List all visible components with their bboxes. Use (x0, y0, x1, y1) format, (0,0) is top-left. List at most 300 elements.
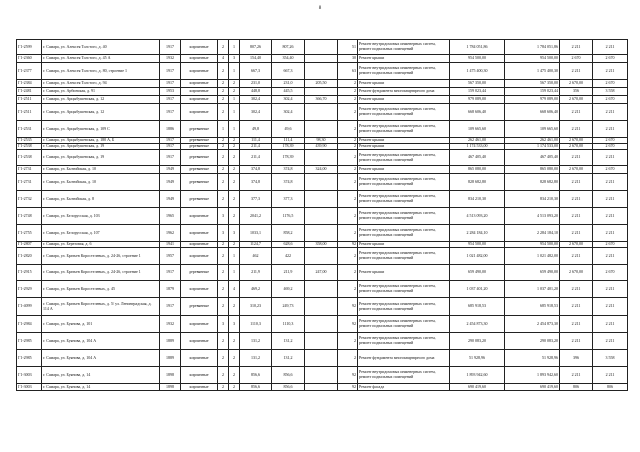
address-cell: г. Самара, ул. Березовая, д. 6 (42, 242, 160, 248)
max-cost-cell: 2 211 (593, 150, 628, 166)
area-living-cell: 469,2 (272, 281, 305, 298)
cost-total-cell: 834 210,30 (450, 191, 505, 208)
floors-cell: 2 (218, 265, 229, 281)
material-cell: деревянные (181, 174, 218, 191)
id-cell: Г1-2915 (17, 265, 42, 281)
work-cell: Ремонт крыши (358, 166, 450, 174)
entrances-cell: 2 (229, 150, 240, 166)
material-cell: деревянные (181, 191, 218, 208)
unit-cost-cell: 2 211 (560, 281, 593, 298)
entrances-cell: 2 (229, 191, 240, 208)
residents-cell: 2 (338, 150, 358, 166)
max-cost-cell: 2 670 (593, 55, 628, 63)
residents-cell: 51 (338, 40, 358, 55)
area-nonres-cell: 247,00 (305, 265, 338, 281)
residents-cell: 2 (338, 225, 358, 242)
material-cell: кирпичные (181, 316, 218, 333)
max-cost-cell: 2 670 (593, 144, 628, 150)
entrances-cell: 2 (229, 350, 240, 367)
entrances-cell: 2 (229, 174, 240, 191)
year-cell: 1953 (160, 88, 181, 96)
area-nonres-cell (305, 150, 338, 166)
unit-cost-cell: 2 670,00 (560, 96, 593, 104)
area-living-cell: 178,39 (272, 144, 305, 150)
table-row (17, 208, 628, 225)
floors-cell: 2 (218, 333, 229, 350)
id-cell: Г1-2535 (17, 138, 42, 144)
floors-cell: 2 (218, 298, 229, 316)
id-cell: Г1-4099 (17, 298, 42, 316)
cost-fund-cell: 4 513 093,20 (505, 208, 560, 225)
cost-total-cell: 1 037 401,20 (450, 281, 505, 298)
floors-cell: 1 (218, 121, 229, 138)
table-row (17, 316, 628, 333)
cost-total-cell: 2 454 873,30 (450, 316, 505, 333)
residents-cell: 92 (338, 242, 358, 248)
residents-cell: 63 (338, 63, 358, 80)
cost-total-cell: 690 419,60 (450, 384, 505, 391)
area-living-cell: 211,9 (272, 265, 305, 281)
material-cell: кирпичные (181, 88, 218, 96)
entrances-cell: 2 (229, 80, 240, 88)
address-cell: г. Самара, ул. Буянова, д. 104 А (42, 333, 160, 350)
material-cell: кирпичные (181, 333, 218, 350)
address-cell: г. Самара, ул. Белорусская, д. 107 (42, 225, 160, 242)
work-cell: Ремонт внутридомовых инженерных систем, ремонт подвальных помещений (358, 248, 450, 265)
entrances-cell: 2 (229, 298, 240, 316)
max-cost-cell: 2 211 (593, 104, 628, 121)
max-cost-cell: 2 670 (593, 80, 628, 88)
work-cell: Ремонт внутридомовых инженерных систем, ремонт подвальных помещений (358, 367, 450, 384)
area-total-cell: 807,26 (240, 40, 272, 55)
floors-cell: 2 (218, 80, 229, 88)
work-cell: Ремонт фундамента многоквартирного дома (358, 88, 450, 96)
unit-cost-cell: 2 670,00 (560, 80, 593, 88)
max-cost-cell: 2 211 (593, 40, 628, 55)
id-cell: Г1-2985 (17, 333, 42, 350)
work-cell: Ремонт крыши (358, 55, 450, 63)
cost-total-cell: 51 928,96 (450, 350, 505, 367)
id-cell: Г1-3003 (17, 367, 42, 384)
id-cell: Г1-2511 (17, 96, 42, 104)
entrances-cell: 2 (229, 208, 240, 225)
id-cell: Г1-2820 (17, 248, 42, 265)
year-cell: 1898 (160, 367, 181, 384)
id-cell: Г1-2929 (17, 281, 42, 298)
material-cell: деревянные (181, 121, 218, 138)
cost-total-cell: 109 665,60 (450, 121, 505, 138)
area-living-cell: 131,2 (272, 350, 305, 367)
floors-cell: 3 (218, 316, 229, 333)
unit-cost-cell: 2 211 (560, 63, 593, 80)
floors-cell: 3 (218, 208, 229, 225)
table-row (17, 350, 628, 367)
address-cell: г. Самара, ул. Буянова, д. 104 А (42, 350, 160, 367)
material-cell: деревянные (181, 265, 218, 281)
area-nonres-cell (305, 316, 338, 333)
id-cell: Г1-2538 (17, 150, 42, 166)
unit-cost-cell: 2 211 (560, 367, 593, 384)
floors-cell: 2 (218, 144, 229, 150)
page-number: 8 (318, 6, 322, 11)
area-nonres-cell (305, 104, 338, 121)
unit-cost-cell: 2 670,00 (560, 144, 593, 150)
area-total-cell: 667,3 (240, 63, 272, 80)
cost-total-cell: 4 513 093,20 (450, 208, 505, 225)
year-cell: 1898 (160, 384, 181, 391)
material-cell: кирпичные (181, 208, 218, 225)
area-living-cell: 302,4 (272, 96, 305, 104)
unit-cost-cell: 2 211 (560, 248, 593, 265)
work-cell: Ремонт крыши (358, 138, 450, 144)
unit-cost-cell: 2 211 (560, 208, 593, 225)
unit-cost-cell: 2 211 (560, 316, 593, 333)
cost-total-cell: 262 461,00 (450, 138, 505, 144)
unit-cost-cell: 2 211 (560, 174, 593, 191)
area-living-cell: 856,6 (272, 367, 305, 384)
cost-total-cell: 979 089,00 (450, 96, 505, 104)
entrances-cell: 3 (229, 225, 240, 242)
table-row (17, 225, 628, 242)
id-cell: Г1-2732 (17, 191, 42, 208)
area-living-cell: 302,4 (272, 104, 305, 121)
year-cell: 1917 (160, 40, 181, 55)
area-total-cell: 131,2 (240, 333, 272, 350)
area-nonres-cell (305, 333, 338, 350)
max-cost-cell: 806 (593, 384, 628, 391)
entrances-cell: 1 (229, 104, 240, 121)
entrances-cell: 2 (229, 242, 240, 248)
unit-cost-cell: 396 (560, 350, 593, 367)
floors-cell: 2 (218, 281, 229, 298)
id-cell: Г1-3003 (17, 384, 42, 391)
floors-cell: 2 (218, 174, 229, 191)
entrances-cell: 1 (229, 265, 240, 281)
floors-cell: 2 (218, 138, 229, 144)
year-cell: 1917 (160, 96, 181, 104)
id-cell: Г1-2748 (17, 208, 42, 225)
cost-fund-cell: 1 475 400,30 (505, 63, 560, 80)
unit-cost-cell: 2 211 (560, 333, 593, 350)
address-cell: г. Самара, ул. Братьев Коростелевых, д. 24-26, строение 1 (42, 248, 160, 265)
area-nonres-cell (305, 367, 338, 384)
year-cell: 1917 (160, 104, 181, 121)
year-cell: 1949 (160, 174, 181, 191)
address-cell: г. Самара, ул. Арцыбушевская, д. 19 (42, 150, 160, 166)
repair-table (16, 39, 628, 391)
unit-cost-cell: 356 (560, 88, 593, 96)
area-nonres-cell (305, 384, 338, 391)
work-cell: Ремонт внутридомовых инженерных систем, ремонт подвальных помещений (358, 104, 450, 121)
entrances-cell: 2 (229, 144, 240, 150)
material-cell: деревянные (181, 138, 218, 144)
cost-total-cell: 954 500,00 (450, 55, 505, 63)
unit-cost-cell: 2 211 (560, 298, 593, 316)
area-nonres-cell: 366,70 (305, 96, 338, 104)
residents-cell: 2 (338, 80, 358, 88)
material-cell: кирпичные (181, 350, 218, 367)
year-cell: 1949 (160, 166, 181, 174)
floors-cell: 2 (218, 104, 229, 121)
work-cell: Ремонт внутридомовых инженерных систем, ремонт подвальных помещений (358, 174, 450, 191)
table-row (17, 88, 628, 96)
max-cost-cell: 2 211 (593, 248, 628, 265)
floors-cell: 2 (218, 242, 229, 248)
work-cell: Ремонт внутридомовых инженерных систем, ремонт подвальных помещений (358, 63, 450, 80)
area-living-cell: 1110,3 (272, 316, 305, 333)
material-cell: деревянные (181, 150, 218, 166)
entrances-cell: 2 (229, 88, 240, 96)
table-row (17, 248, 628, 265)
table-row (17, 104, 628, 121)
cost-total-cell: 659 490,00 (450, 265, 505, 281)
unit-cost-cell: 2 211 (560, 40, 593, 55)
unit-cost-cell: 2 211 (560, 121, 593, 138)
cost-fund-cell: 51 928,96 (505, 350, 560, 367)
residents-cell: 2 (338, 333, 358, 350)
work-cell: Ремонт фасада (358, 384, 450, 391)
address-cell: г. Самара, ул. Балтийская, д. 10 (42, 166, 160, 174)
cost-total-cell: 685 918,53 (450, 298, 505, 316)
area-total-cell: 211,4 (240, 144, 272, 150)
area-total-cell: 111,4 (240, 138, 272, 144)
table-row (17, 265, 628, 281)
area-total-cell: 302,4 (240, 96, 272, 104)
cost-total-cell: 828 682,80 (450, 174, 505, 191)
cost-total-cell: 1 174 533,00 (450, 144, 505, 150)
year-cell: 1889 (160, 333, 181, 350)
unit-cost-cell: 2 670,00 (560, 138, 593, 144)
table-row (17, 333, 628, 350)
year-cell: 1949 (160, 191, 181, 208)
unit-cost-cell: 2 670,00 (560, 242, 593, 248)
id-cell: Г1-2984 (17, 316, 42, 333)
entrances-cell: 2 (229, 367, 240, 384)
table-row (17, 40, 628, 55)
cost-fund-cell: 1 784 051,86 (505, 40, 560, 55)
work-cell: Ремонт внутридомовых инженерных систем, ремонт подвальных помещений (358, 316, 450, 333)
year-cell: 1917 (160, 144, 181, 150)
cost-fund-cell: 954 500,00 (505, 242, 560, 248)
id-cell: Г1-2538 (17, 144, 42, 150)
work-cell: Ремонт внутридомовых инженерных систем, ремонт подвальных помещений (358, 333, 450, 350)
table-row (17, 191, 628, 208)
area-nonres-cell (305, 40, 338, 55)
id-cell: Г1-2511 (17, 104, 42, 121)
cost-total-cell: 159 023,44 (450, 88, 505, 96)
area-living-cell: 178,39 (272, 150, 305, 166)
floors-cell: 4 (218, 55, 229, 63)
table-row (17, 298, 628, 316)
max-cost-cell: 2 211 (593, 225, 628, 242)
cost-fund-cell: 685 918,53 (505, 298, 560, 316)
max-cost-cell: 2 211 (593, 298, 628, 316)
address-cell: г. Самара, ул. Арбинская, д. 91 (42, 88, 160, 96)
entrances-cell: 1 (229, 248, 240, 265)
area-total-cell: 211,4 (240, 150, 272, 166)
cost-total-cell: 865 080,00 (450, 166, 505, 174)
area-living-cell: 1176,5 (272, 208, 305, 225)
unit-cost-cell: 2 211 (560, 104, 593, 121)
work-cell: Ремонт внутридомовых инженерных систем, ремонт подвальных помещений (358, 225, 450, 242)
entrances-cell: 3 (229, 55, 240, 63)
cost-total-cell: 567 350,00 (450, 80, 505, 88)
address-cell: г. Самара, ул. Арцыбушевская, д. 109 С (42, 121, 160, 138)
work-cell: Ремонт внутридомовых инженерных систем, ремонт подвальных помещений (358, 40, 450, 55)
table-row (17, 63, 628, 80)
entrances-cell: 2 (229, 384, 240, 391)
address-cell: г. Самара, ул. Арцыбушевская, д. 12 (42, 104, 160, 121)
max-cost-cell: 2 211 (593, 208, 628, 225)
max-cost-cell: 2 670 (593, 265, 628, 281)
area-nonres-cell (305, 225, 338, 242)
unit-cost-cell: 2 211 (560, 191, 593, 208)
area-nonres-cell (305, 191, 338, 208)
area-total-cell: 1124,7 (240, 242, 272, 248)
area-nonres-cell (305, 298, 338, 316)
area-nonres-cell (305, 63, 338, 80)
entrances-cell: 1 (229, 96, 240, 104)
residents-cell: 2 (338, 208, 358, 225)
cost-fund-cell: 2 454 873,30 (505, 316, 560, 333)
table-row (17, 121, 628, 138)
address-cell: г. Самара, ул. Алексея Толстого, д. 94 (42, 80, 160, 88)
material-cell: кирпичные (181, 384, 218, 391)
year-cell: 1886 (160, 121, 181, 138)
max-cost-cell: 3 558 (593, 350, 628, 367)
area-total-cell: 2041,2 (240, 208, 272, 225)
floors-cell: 2 (218, 384, 229, 391)
cost-fund-cell: 290 083,20 (505, 333, 560, 350)
floors-cell: 2 (218, 40, 229, 55)
area-total-cell: 377,3 (240, 191, 272, 208)
id-cell: Г1-2599 (17, 40, 42, 55)
cost-fund-cell: 954 500,00 (505, 55, 560, 63)
area-nonres-cell (305, 281, 338, 298)
area-living-cell: 422 (272, 248, 305, 265)
area-nonres-cell (305, 55, 338, 63)
residents-cell: 2 (338, 121, 358, 138)
area-living-cell: 374,8 (272, 174, 305, 191)
address-cell: г. Самара, ул. Братьев Коростелевых, д. 5/ ул. Ленинградская, д. 114 А (42, 298, 160, 316)
material-cell: кирпичные (181, 281, 218, 298)
cost-total-cell: 1 893 942,60 (450, 367, 505, 384)
cost-fund-cell: 1 174 533,00 (505, 144, 560, 150)
cost-fund-cell: 262 461,00 (505, 138, 560, 144)
max-cost-cell: 2 670 (593, 138, 628, 144)
area-living-cell: 249,73 (272, 298, 305, 316)
max-cost-cell: 2 211 (593, 63, 628, 80)
cost-total-cell: 1 021 482,00 (450, 248, 505, 265)
cost-fund-cell: 159 023,44 (505, 88, 560, 96)
area-nonres-cell (305, 350, 338, 367)
area-living-cell: 858,2 (272, 225, 305, 242)
material-cell: деревянные (181, 144, 218, 150)
cost-fund-cell: 567 350,00 (505, 80, 560, 88)
area-total-cell: 1110,3 (240, 316, 272, 333)
area-total-cell: 856,6 (240, 367, 272, 384)
work-cell: Ремонт внутридомовых инженерных систем, ремонт подвальных помещений (358, 121, 450, 138)
cost-total-cell: 1 475 400,30 (450, 63, 505, 80)
residents-cell: 92 (338, 298, 358, 316)
area-total-cell: 462 (240, 248, 272, 265)
area-living-cell: 111,4 (272, 138, 305, 144)
entrances-cell: 2 (229, 138, 240, 144)
area-total-cell: 448,8 (240, 88, 272, 96)
max-cost-cell: 2 211 (593, 174, 628, 191)
area-living-cell: 231,0 (272, 80, 305, 88)
area-living-cell: 807,26 (272, 40, 305, 55)
cost-fund-cell: 2 284 184,10 (505, 225, 560, 242)
cost-total-cell: 668 606,40 (450, 104, 505, 121)
area-total-cell: 211,9 (240, 265, 272, 281)
address-cell: г. Самара, ул. Братьев Коростелевых, д. 45 (42, 281, 160, 298)
area-living-cell: 49,6 (272, 121, 305, 138)
area-living-cell: 667,3 (272, 63, 305, 80)
area-nonres-cell: 358,00 (305, 242, 338, 248)
work-cell: Ремонт внутридомовых инженерных систем, ремонт подвальных помещений (358, 281, 450, 298)
unit-cost-cell: 2 670,00 (560, 166, 593, 174)
address-cell: г. Самара, ул. Буянова, д. 101 (42, 316, 160, 333)
material-cell: кирпичные (181, 63, 218, 80)
work-cell: Ремонт внутридомовых инженерных систем, ремонт подвальных помещений (358, 191, 450, 208)
unit-cost-cell: 806 (560, 384, 593, 391)
address-cell: г. Самара, ул. Балтийская, д. 10 (42, 174, 160, 191)
work-cell: Ремонт внутридомовых инженерных систем, ремонт подвальных помещений (358, 208, 450, 225)
residents-cell: 2 (338, 248, 358, 265)
floors-cell: 2 (218, 96, 229, 104)
entrances-cell: 3 (229, 316, 240, 333)
area-living-cell: 628,6 (272, 242, 305, 248)
table-row (17, 150, 628, 166)
material-cell: кирпичные (181, 55, 218, 63)
residents-cell: 92 (338, 384, 358, 391)
residents-cell: 2 (338, 138, 358, 144)
residents-cell: 2 (338, 191, 358, 208)
cost-fund-cell: 668 606,40 (505, 104, 560, 121)
year-cell: 1917 (160, 138, 181, 144)
material-cell: кирпичные (181, 104, 218, 121)
area-nonres-cell: 205,50 (305, 80, 338, 88)
area-total-cell: 302,4 (240, 104, 272, 121)
residents-cell: 2 (338, 281, 358, 298)
area-nonres-cell: 324,00 (305, 166, 338, 174)
cost-total-cell: 2 284 184,10 (450, 225, 505, 242)
id-cell: Г1-2807 (17, 242, 42, 248)
unit-cost-cell: 2 211 (560, 225, 593, 242)
floors-cell: 3 (218, 225, 229, 242)
id-cell: Г1-2377 (17, 63, 42, 80)
address-cell: г. Самара, ул. Арцыбушевская, д. 12 (42, 96, 160, 104)
unit-cost-cell: 2 670 (560, 55, 593, 63)
work-cell: Ремонт внутридомовых инженерных систем, ремонт подвальных помещений (358, 150, 450, 166)
cost-total-cell: 290 083,20 (450, 333, 505, 350)
cost-total-cell: 1 784 051,86 (450, 40, 505, 55)
cost-total-cell: 954 500,00 (450, 242, 505, 248)
area-total-cell: 374,8 (240, 166, 272, 174)
residents-cell: 2 (338, 88, 358, 96)
area-total-cell: 469,2 (240, 281, 272, 298)
year-cell: 1932 (160, 55, 181, 63)
material-cell: кирпичные (181, 367, 218, 384)
cost-total-cell: 467 405,40 (450, 150, 505, 166)
floors-cell: 2 (218, 248, 229, 265)
entrances-cell: 1 (229, 40, 240, 55)
material-cell: деревянные (181, 166, 218, 174)
entrances-cell: 1 (229, 121, 240, 138)
table-row (17, 80, 628, 88)
work-cell: Ремонт крыши (358, 80, 450, 88)
